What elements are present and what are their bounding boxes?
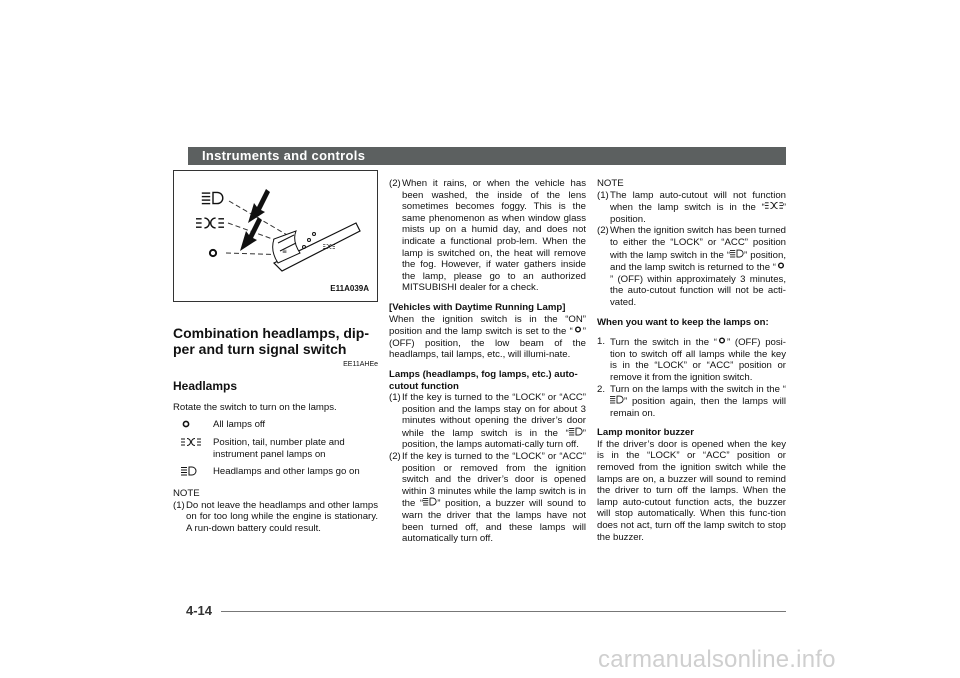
note-label: NOTE — [597, 178, 624, 189]
position-lamp-symbol-icon — [181, 437, 201, 447]
note-item: (1) Do not leave the headlamps and other lamps on for too long while the engine is stationary. A run-down battery could result. — [173, 499, 378, 534]
lamp-state-text: Position, tail, number plate and instrument panel lamps on — [213, 437, 345, 460]
lamp-state-headlamp — [173, 466, 378, 480]
auto-cutout-heading: Lamps (headlamps, fog lamps, etc.) auto-cutout function — [389, 368, 578, 392]
headlamp-symbol-icon — [423, 497, 437, 506]
lamp-state-text: All lamps off — [213, 418, 266, 430]
headlamp-icon — [202, 192, 223, 203]
section-header-bar — [188, 147, 786, 165]
page-number: 4-14 — [186, 603, 213, 618]
watermark: carmanualsonline.info — [598, 646, 836, 673]
drl-heading: [Vehicles with Daytime Running Lamp] — [389, 301, 566, 313]
svg-text:≡: ≡ — [282, 248, 288, 255]
headlamp-symbol-icon — [610, 395, 624, 404]
headlamps-intro: Rotate the switch to turn on the lamps. — [173, 402, 337, 414]
buzzer-heading: Lamp monitor buzzer — [597, 427, 695, 439]
section-header-title: Instruments and controls — [202, 148, 366, 163]
cutout-item: (2) If the key is turned to the “LOCK” or “ACC” position or removed from the ignition switch and the driver’s door is opened within 3 minutes while the lamp switch is in the “ ” position, a buzzer will sound to warn the driver that the lamps have not been turned off, and these lamps will automatically turn off. — [389, 451, 587, 545]
cutout-item: (1) If the key is turned to the “LOCK” or “ACC” position and the lamps stay on for about 3 minutes without opening the driver’s door while the lamp switch is in the “ ” position, the lamps automati-cally turn off. — [389, 392, 586, 451]
note-item: (1) The lamp auto-cutout will not function when the lamp switch is in the “ ” position. — [597, 189, 786, 225]
lamp-state-text: Headlamps and other lamps go on — [213, 465, 360, 477]
section-title: Combination headlamps, dip-per and turn signal switch — [173, 325, 370, 357]
switch-illustration — [173, 170, 378, 302]
off-icon — [210, 250, 216, 256]
note-label: NOTE — [173, 488, 200, 500]
position-lamp-symbol-icon — [765, 201, 783, 210]
headlamp-symbol-icon — [730, 249, 744, 258]
off-symbol-icon — [717, 336, 727, 345]
footer-rule — [221, 611, 786, 612]
keep-lamps-heading: When you want to keep the lamps on: — [597, 316, 769, 328]
figure-code: E11A039A — [330, 284, 369, 294]
drl-paragraph: When the ignition switch is in the “ON” position and the lamp switch is set to the “ ” (OFF) position, the low beam of the headlamps, tail lamps, etc., will illumi-nate. — [389, 313, 586, 361]
combination-switch-diagram — [174, 171, 377, 301]
step-item: 1. Turn the switch in the “ ” (OFF) posi-tion to switch off all lamps while the key is in the “LOCK” or “ACC” position or remove it from the ignition switch. — [597, 336, 786, 383]
column-left — [173, 170, 378, 535]
lamp-state-position — [173, 437, 378, 460]
headlamps-heading: Headlamps — [173, 378, 238, 393]
column-right — [597, 178, 786, 543]
headlamp-symbol-icon — [569, 427, 583, 436]
lamp-state-off — [173, 419, 378, 433]
buzzer-paragraph: If the driver’s door is opened when the key is in the “LOCK” or “ACC” position or removed from the ignition switch while the lamps are on, a buzzer will sound to remind the driver to turn off the lamps. When the lamp auto-cutout function acts, the buzzer will stop automatically. When this func-tion does not act, turn off the lamp switch to stop the buzzer. — [597, 438, 786, 543]
off-symbol-icon — [181, 419, 191, 429]
note-item: (2) When it rains, or when the vehicle has been washed, the inside of the lens sometimes becomes foggy. This is the same phenomenon as when window glass mists up on a humid day, and does not indicate a functional prob-lem. When the lamp is switched on, the heat will remove the fog. However, if water gathers inside the lamp, please go to an authorized MITSUBISHI dealer for a check. — [389, 178, 586, 294]
off-symbol-icon — [573, 325, 583, 334]
headlamp-symbol-icon — [181, 466, 197, 476]
step-item: 2. Turn on the lamps with the switch in the “” position again, then the lamps will remain on. — [597, 383, 786, 419]
note-item: (2) When the ignition switch has been turned to either the “LOCK” or “ACC” position with the lamp switch in the “ ” position, and the lamp switch is returned to the “” (OFF) within approximately 3 minutes, the auto-cutout function will not be acti-vated. — [597, 225, 787, 308]
section-code: EE11AHEe — [343, 361, 378, 368]
position-lamp-icon — [196, 218, 224, 228]
off-symbol-icon — [776, 261, 786, 270]
column-middle — [389, 178, 586, 545]
